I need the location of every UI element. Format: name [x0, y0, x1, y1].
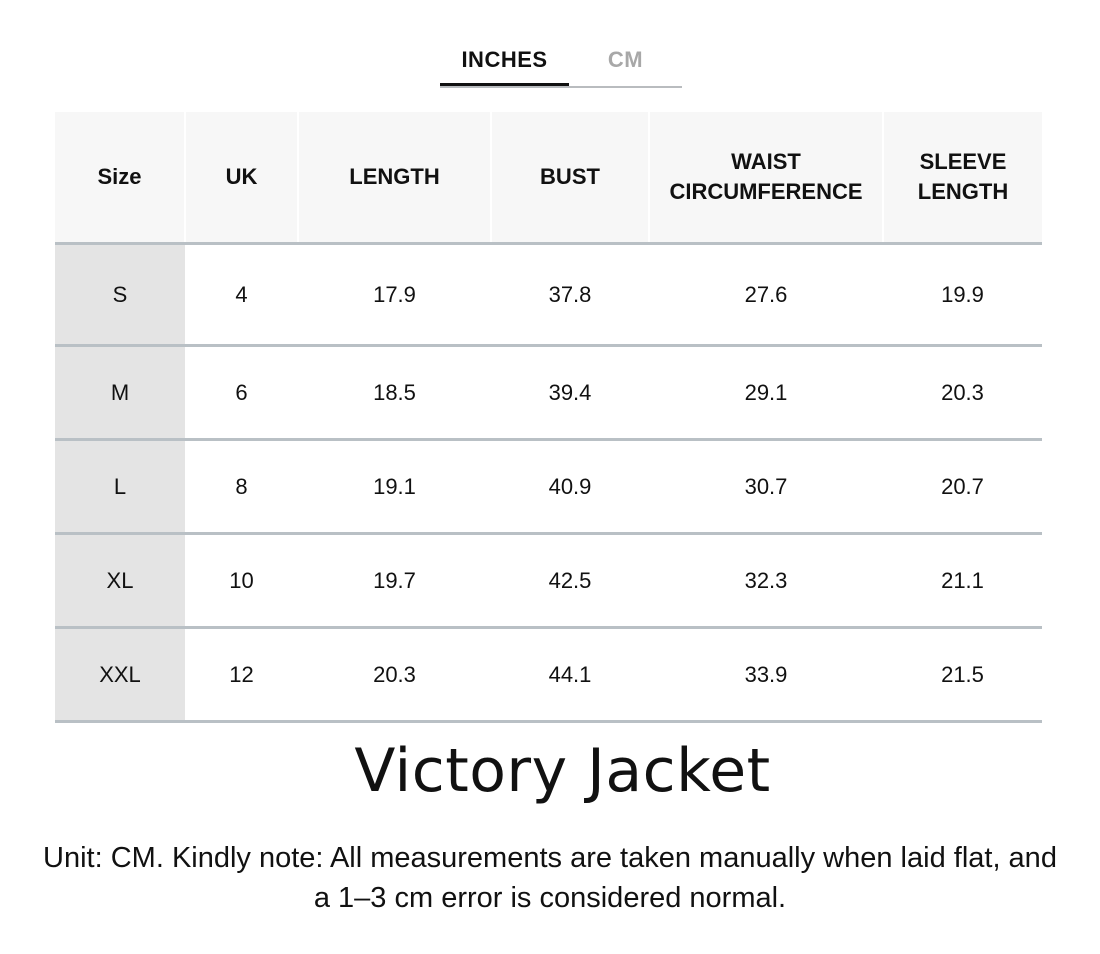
- size-chart-table: [55, 112, 1042, 723]
- length-cell: 20.3: [298, 628, 491, 722]
- sleeve-cell: 21.1: [883, 534, 1042, 628]
- size-cell: S: [55, 244, 185, 346]
- size-cell: XL: [55, 534, 185, 628]
- header-waist-circumference: WAIST CIRCUMFERENCE: [649, 112, 883, 244]
- table-row: [55, 534, 1042, 628]
- sleeve-cell: 19.9: [883, 244, 1042, 346]
- header-length: LENGTH: [298, 112, 491, 244]
- length-cell: 19.7: [298, 534, 491, 628]
- bust-cell: 39.4: [491, 346, 649, 440]
- waist-cell: 29.1: [649, 346, 883, 440]
- header-sleeve-length: SLEEVE LENGTH: [883, 112, 1042, 244]
- size-cell: L: [55, 440, 185, 534]
- table-row: [55, 244, 1042, 346]
- uk-cell: 12: [185, 628, 298, 722]
- uk-cell: 10: [185, 534, 298, 628]
- measurement-note: Unit: CM. Kindly note: All measurements are taken manually when laid flat, and a 1–3 cm error is considered normal.: [43, 842, 1057, 914]
- tab-cm[interactable]: CM: [607, 47, 644, 72]
- table-row: [55, 628, 1042, 722]
- length-cell: 17.9: [298, 244, 491, 346]
- bust-cell: 37.8: [491, 244, 649, 346]
- tab-inches[interactable]: INCHES: [440, 36, 569, 86]
- length-cell: 18.5: [298, 346, 491, 440]
- waist-cell: 30.7: [649, 440, 883, 534]
- sleeve-cell: 21.5: [883, 628, 1042, 722]
- bust-cell: 40.9: [491, 440, 649, 534]
- header-uk: UK: [185, 112, 298, 244]
- bust-cell: 42.5: [491, 534, 649, 628]
- size-cell: XXL: [55, 628, 185, 722]
- table-row: [55, 440, 1042, 534]
- uk-cell: 6: [185, 346, 298, 440]
- uk-cell: 8: [185, 440, 298, 534]
- header-size: Size: [55, 112, 185, 244]
- table-row: [55, 346, 1042, 440]
- uk-cell: 4: [185, 244, 298, 346]
- waist-cell: 32.3: [649, 534, 883, 628]
- sleeve-cell: 20.3: [883, 346, 1042, 440]
- waist-cell: 33.9: [649, 628, 883, 722]
- length-cell: 19.1: [298, 440, 491, 534]
- header-bust: BUST: [491, 112, 649, 244]
- unit-tabs: [440, 36, 682, 88]
- waist-cell: 27.6: [649, 244, 883, 346]
- table-header-row: [55, 112, 1042, 244]
- sleeve-cell: 20.7: [883, 440, 1042, 534]
- size-cell: M: [55, 346, 185, 440]
- bust-cell: 44.1: [491, 628, 649, 722]
- product-title: Victory Jacket: [354, 736, 771, 806]
